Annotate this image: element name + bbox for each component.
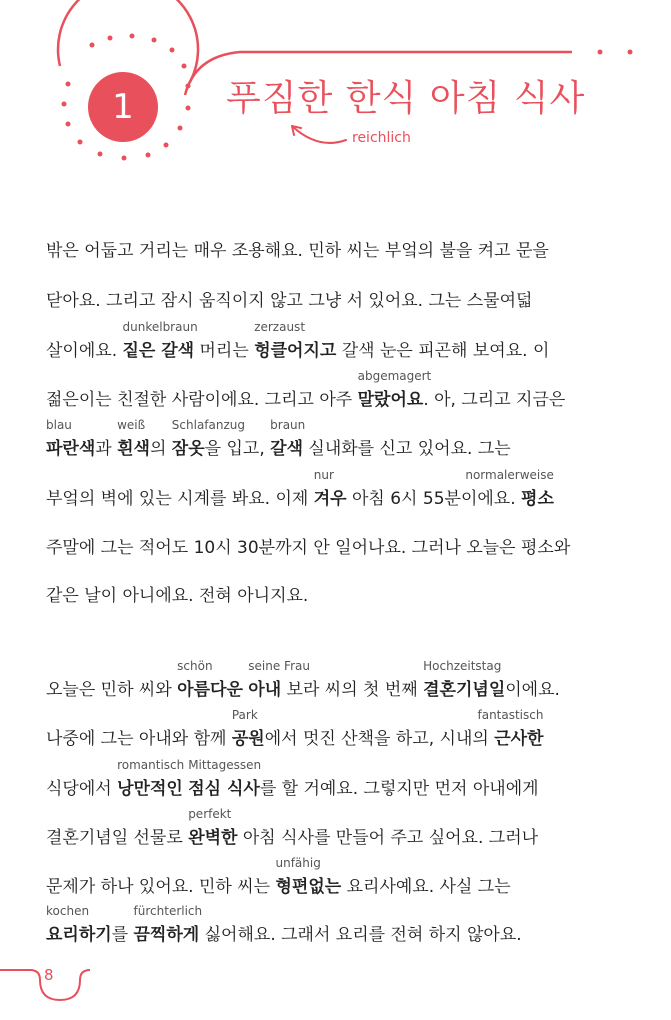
text-segment: 요리사예요. 사실 그는: [341, 877, 511, 897]
text-segment: 머리는: [194, 341, 255, 361]
vocab-word: [423, 659, 506, 700]
vocab-gloss: fantastisch: [477, 708, 544, 722]
text-line: [46, 320, 550, 361]
vocab-word: [231, 708, 265, 749]
text-segment: 부엌의 벽에 있는 시계를 봐요. 이제: [46, 489, 314, 509]
vocab-gloss: dunkelbraun: [122, 320, 198, 334]
vocab-gloss: abgemagert: [357, 369, 432, 383]
vocab-word-text: 잠옷: [171, 439, 205, 459]
vocab-gloss: Schlafanzug: [171, 418, 246, 432]
text-line: [46, 468, 554, 509]
vocab-word: [117, 418, 150, 459]
text-segment: 나중에 그는 아내와 함께: [46, 729, 232, 749]
vocab-word: [117, 758, 185, 799]
text-segment: 에서 멋진 산책을 하고, 시내의: [264, 729, 495, 749]
vocab-word: [275, 856, 342, 897]
vocab-gloss: normalerweise: [465, 468, 554, 482]
vocab-gloss: fürchterlich: [133, 904, 203, 918]
text-segment: 오늘은 민하 씨와: [46, 680, 178, 700]
vocab-word: [254, 320, 337, 361]
text-segment: 를 할 거예요. 그렇지만 먼저 아내에게: [259, 779, 539, 799]
vocab-word-text: 짙은 갈색: [122, 341, 195, 361]
vocab-word-text: 겨우: [313, 489, 347, 509]
text-segment: . 아, 그리고 지금은: [423, 390, 566, 410]
text-line: [46, 286, 532, 311]
title-gloss: reichlich: [352, 130, 411, 146]
vocab-gloss: romantisch: [117, 758, 185, 772]
vocab-word-text: 완벽한: [188, 828, 238, 848]
vocab-word-text: 끔찍하게: [133, 925, 200, 945]
text-segment: 같은 날이 아니에요. 전혀 아니지요.: [46, 586, 309, 606]
page-number: 8: [44, 966, 54, 984]
vocab-word-text: 아내: [248, 680, 282, 700]
text-segment: 아침 6시 55분이에요.: [346, 489, 522, 509]
vocab-word-text: 낭만적인: [117, 779, 183, 799]
text-segment: 싫어해요. 그래서 요리를 전혀 하지 않아요.: [199, 925, 522, 945]
vocab-gloss: unfähig: [275, 856, 321, 870]
vocab-word: [133, 904, 203, 945]
text-segment: 과: [95, 439, 118, 459]
text-segment: 이에요.: [505, 680, 560, 700]
vocab-gloss: weiß: [117, 418, 146, 432]
text-segment: 밖은 어둡고 거리는 매우 조용해요. 민하 씨는 부엌의 불을 켜고 문을: [46, 241, 549, 261]
text-line: [46, 904, 522, 945]
vocab-word-text: 요리하기: [46, 925, 112, 945]
vocab-word: [188, 807, 238, 848]
vocab-word-text: 공원: [231, 729, 265, 749]
vocab-word: [177, 659, 243, 700]
text-segment: 문제가 하나 있어요. 민하 씨는: [46, 877, 276, 897]
text-segment: 을 입고,: [204, 439, 271, 459]
vocab-word-text: 갈색: [270, 439, 303, 459]
vocab-gloss: perfekt: [188, 807, 232, 821]
vocab-word: [270, 418, 306, 459]
vocab-word: [46, 904, 112, 945]
text-line: [46, 369, 566, 410]
vocab-gloss: seine Frau: [248, 659, 310, 673]
text-segment: 주말에 그는 적어도 10시 30분까지 안 일어나요. 그러나 오늘은 평소와: [46, 538, 571, 558]
vocab-word-text: 아름다운: [177, 680, 243, 700]
vocab-word-text: 점심 식사: [188, 779, 260, 799]
text-segment: 젊은이는 친절한 사람이에요. 그리고 아주: [46, 390, 358, 410]
vocab-gloss: Mittagessen: [188, 758, 262, 772]
text-segment: 갈색 눈은 피곤해 보여요. 이: [336, 341, 550, 361]
vocab-gloss: braun: [270, 418, 306, 432]
text-line: [46, 418, 511, 459]
text-line: [46, 659, 560, 700]
text-segment: 실내화를 신고 있어요. 그는: [303, 439, 511, 459]
vocab-gloss: kochen: [46, 904, 90, 918]
vocab-word: [122, 320, 198, 361]
vocab-word-text: 흰색: [117, 439, 150, 459]
vocab-word: [465, 468, 554, 509]
vocab-word: [46, 418, 96, 459]
text-segment: 식당에서: [46, 779, 118, 799]
vocab-word: [357, 369, 432, 410]
vocab-word-text: 근사한: [494, 729, 544, 749]
vocab-word: [313, 468, 347, 509]
vocab-word-text: 평소: [521, 489, 554, 509]
vocab-word-text: 형편없는: [275, 877, 342, 897]
chapter-number: 1: [112, 87, 134, 127]
curved-arrow-icon: [292, 126, 346, 143]
text-segment: 닫아요. 그리고 잠시 움직이지 않고 그냥 서 있어요. 그는 스물여덟: [46, 291, 533, 311]
vocab-word-text: 말랐어요: [357, 390, 424, 410]
vocab-word: [477, 708, 544, 749]
vocab-word-text: 결혼기념일: [423, 680, 506, 700]
vocab-word-text: 파란색: [46, 439, 96, 459]
text-segment: 를: [111, 925, 134, 945]
text-segment: 아침 식사를 만들어 주고 싶어요. 그러나: [237, 828, 539, 848]
text-line: [46, 236, 549, 261]
text-line: [46, 533, 570, 558]
vocab-word: [188, 758, 262, 799]
text-segment: 보라 씨의 첫 번째: [281, 680, 424, 700]
chapter-title: 푸짐한 한식 아침 식사: [226, 78, 586, 119]
vocab-word-text: 헝클어지고: [254, 341, 337, 361]
vocab-gloss: nur: [313, 468, 334, 482]
text-line: [46, 807, 539, 848]
text-line: [46, 856, 511, 897]
vocab-gloss: blau: [46, 418, 72, 432]
vocab-gloss: Hochzeitstag: [423, 659, 502, 673]
text-segment: 결혼기념일 선물로: [46, 828, 189, 848]
text-line: [46, 708, 544, 749]
vocab-word: [248, 659, 310, 700]
vocab-gloss: zerzaust: [254, 320, 306, 334]
text-segment: 살이에요.: [46, 341, 123, 361]
text-line: [46, 758, 539, 799]
text-segment: 의: [149, 439, 172, 459]
vocab-gloss: schön: [177, 659, 213, 673]
vocab-gloss: Park: [231, 708, 258, 722]
text-line: [46, 581, 308, 606]
